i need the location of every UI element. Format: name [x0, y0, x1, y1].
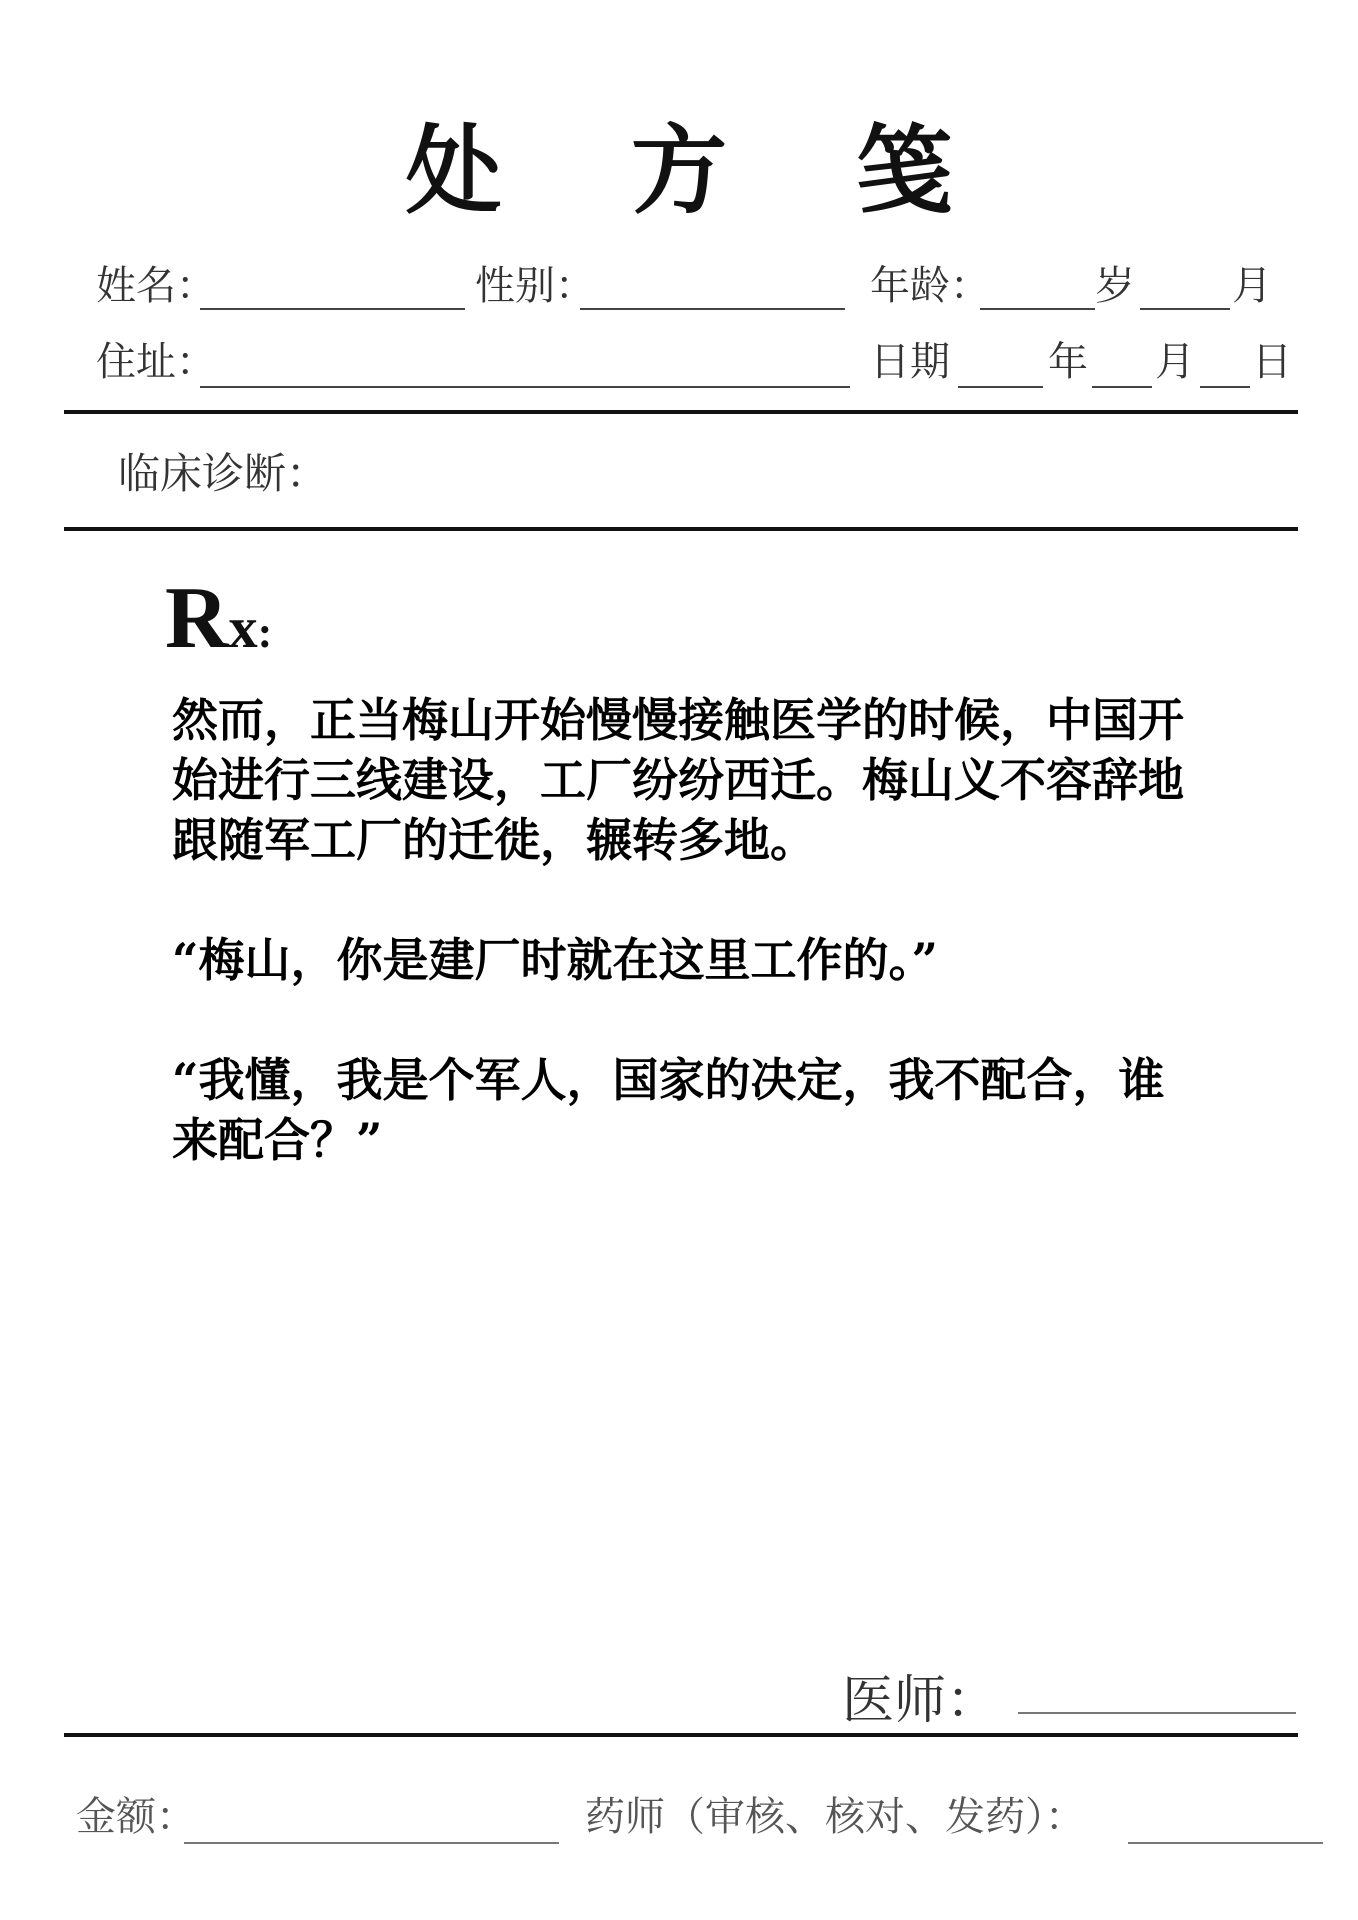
gender-label: 性别：: [475, 263, 595, 309]
date-label: 日期: [870, 339, 950, 385]
date-month-field[interactable]: [1092, 386, 1152, 388]
address-label: 住址：: [96, 339, 216, 385]
amount-label: 金额：: [76, 1794, 196, 1840]
prescription-body: [172, 690, 1202, 1170]
gender-field[interactable]: [580, 308, 845, 310]
age-unit-month: 月: [1232, 263, 1272, 309]
diagnosis-label: 临床诊断：: [118, 449, 329, 498]
footer-divider: [64, 1733, 1298, 1737]
age-years-field[interactable]: [980, 308, 1095, 310]
body-paragraph-3: “我懂，我是个军人，国家的决定，我不配合，谁来配合？”: [172, 1053, 1165, 1167]
rx-subscript: x: [228, 595, 258, 660]
address-field[interactable]: [200, 386, 850, 388]
body-paragraph-2: “梅山，你是建厂时就在这里工作的。”: [172, 933, 938, 987]
age-label: 年龄：: [870, 263, 990, 309]
rx-colon: :: [257, 608, 273, 657]
pharmacist-label: 药师（审核、核对、发药）：: [585, 1794, 1085, 1840]
diagnosis-divider: [64, 527, 1298, 531]
header-divider: [64, 410, 1298, 414]
doctor-signature-field[interactable]: [1018, 1712, 1296, 1714]
pharmacist-field[interactable]: [1128, 1842, 1323, 1844]
body-paragraph-1: 然而，正当梅山开始慢慢接触医学的时候，中国开始进行三线建设，工厂纷纷西迁。梅山义不容辞地跟随军工厂的迁徙，辗转多地。: [172, 693, 1184, 867]
date-month-unit: 月: [1155, 339, 1195, 385]
name-label: 姓名：: [96, 263, 216, 309]
doctor-label: 医师：: [842, 1671, 999, 1731]
date-year-unit: 年: [1048, 339, 1088, 385]
name-field[interactable]: [200, 308, 465, 310]
document-title: 处 方 笺: [405, 114, 1001, 227]
age-months-field[interactable]: [1140, 308, 1230, 310]
date-day-field[interactable]: [1200, 386, 1250, 388]
rx-symbol: [165, 570, 273, 667]
age-unit-year: 岁: [1095, 263, 1135, 309]
amount-field[interactable]: [184, 1842, 559, 1844]
date-year-field[interactable]: [958, 386, 1043, 388]
rx-letter: R: [165, 570, 229, 667]
date-day-unit: 日: [1252, 339, 1292, 385]
